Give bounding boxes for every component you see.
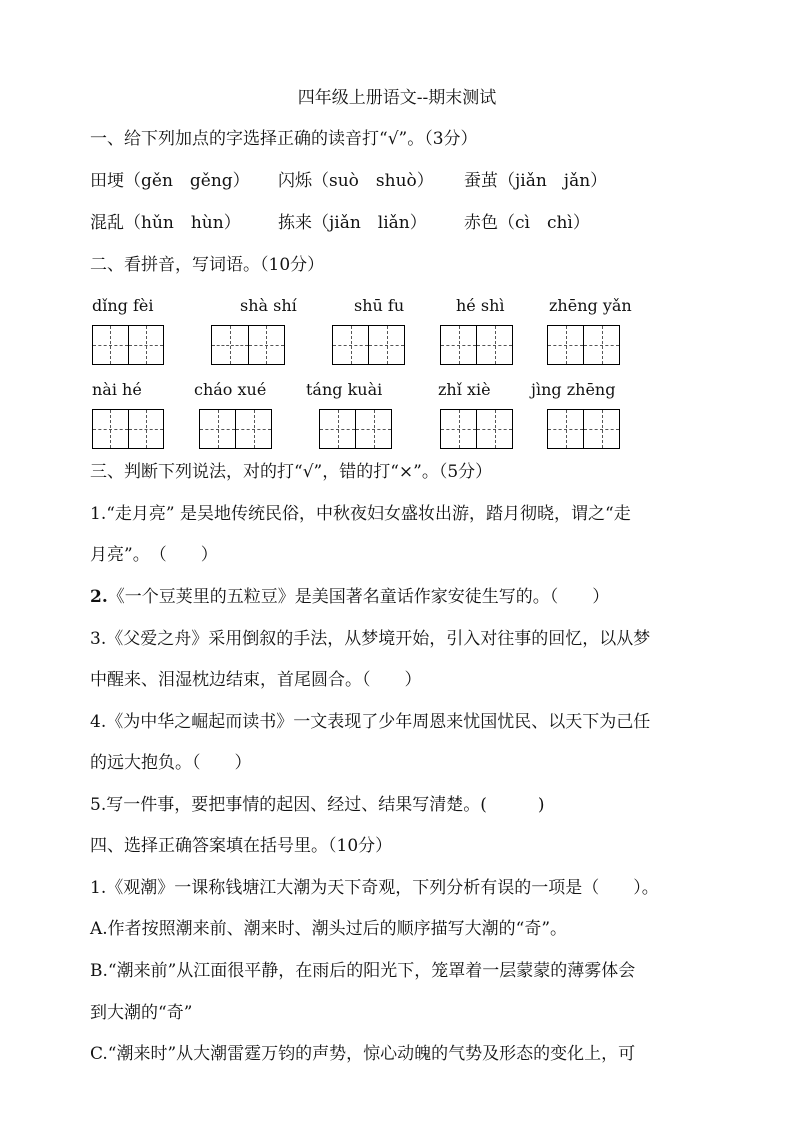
- pinyin-label: nài hé: [92, 380, 142, 399]
- writing-grid[interactable]: [332, 325, 405, 365]
- section4-heading: 四、选择正确答案填在括号里。（10分）: [90, 836, 393, 856]
- writing-grid[interactable]: [547, 409, 620, 449]
- judge-question-2: [90, 587, 609, 607]
- choice-option-b-cont: 到大潮的“奇”: [90, 1003, 193, 1023]
- writing-grid[interactable]: [440, 409, 513, 449]
- pinyin-choice-2: 闪烁（suò shuò）: [278, 171, 434, 191]
- writing-grid[interactable]: [92, 325, 164, 365]
- pinyin-label: jìng zhēng: [531, 380, 616, 399]
- question-number: 2.: [90, 587, 108, 607]
- pinyin-label: hé shì: [456, 296, 505, 315]
- judge-question-5: 5.写一件事，要把事情的起因、经过、结果写清楚。( ): [90, 795, 545, 815]
- writing-grid[interactable]: [199, 409, 272, 449]
- section3-heading: 三、判断下列说法，对的打“√”，错的打“×”。（5分）: [90, 462, 493, 482]
- writing-grid[interactable]: [211, 325, 285, 365]
- choice-question-1: 1.《观潮》一课称钱塘江大潮为天下奇观，下列分析有误的一项是（ ）。: [90, 878, 659, 898]
- writing-grid[interactable]: [92, 409, 164, 449]
- pinyin-label: zhǐ xiè: [438, 380, 491, 399]
- writing-grid[interactable]: [319, 409, 392, 449]
- writing-grid[interactable]: [547, 325, 620, 365]
- judge-question-4: 4.《为中华之崛起而读书》一文表现了少年周恩来忧国忧民、以天下为己任: [90, 712, 651, 732]
- choice-option-b: B.“潮来前”从江面很平静，在雨后的阳光下，笼罩着一层蒙蒙的薄雾体会: [90, 961, 636, 981]
- pinyin-label: dǐng fèi: [92, 296, 154, 315]
- pinyin-label: shū fu: [354, 296, 405, 315]
- choice-option-c: C.“潮来时”从大潮雷霆万钧的声势，惊心动魄的气势及形态的变化上，可: [90, 1044, 636, 1064]
- judge-question-1: 1.“走月亮” 是吴地传统民俗，中秋夜妇女盛妆出游，踏月彻晓，谓之“走: [90, 504, 631, 524]
- pinyin-choice-1: 田埂（gěn gěng）: [90, 171, 250, 191]
- pinyin-label: zhēng yǎn: [549, 296, 632, 315]
- pinyin-choice-3: 蚕茧（jiǎn jǎn）: [464, 171, 608, 191]
- judge-question-1-cont: 月亮”。 （ ）: [90, 545, 218, 565]
- judge-question-3-cont: 中醒来、泪湿枕边结束，首尾圆合。（ ）: [90, 670, 422, 690]
- pinyin-label: táng kuài: [306, 380, 383, 399]
- pinyin-choice-4: 混乱（hǔn hùn）: [90, 213, 241, 233]
- section1-heading: 一、给下列加点的字选择正确的读音打“√”。（3分）: [90, 129, 478, 149]
- pinyin-choice-6: 赤色（cì chì）: [464, 213, 590, 233]
- pinyin-choice-5: 拣来（jiǎn liǎn）: [278, 213, 427, 233]
- judge-question-4-cont: 的远大抱负。（ ）: [90, 753, 252, 773]
- judge-question-3: 3.《父爱之舟》采用倒叙的手法，从梦境开始，引入对往事的回忆，以从梦: [90, 629, 651, 649]
- section2-heading: 二、看拼音，写词语。（10分）: [90, 255, 325, 275]
- writing-grid[interactable]: [440, 325, 513, 365]
- page-title: 四年级上册语文--期末测试: [297, 88, 497, 108]
- pinyin-label: shà shí: [240, 296, 297, 315]
- pinyin-label: cháo xué: [194, 380, 267, 399]
- question-text: 《一个豆荚里的五粒豆》是美国著名童话作家安徒生写的。（ ）: [107, 587, 610, 607]
- choice-option-a: A.作者按照潮来前、潮来时、潮头过后的顺序描写大潮的“奇”。: [90, 919, 568, 939]
